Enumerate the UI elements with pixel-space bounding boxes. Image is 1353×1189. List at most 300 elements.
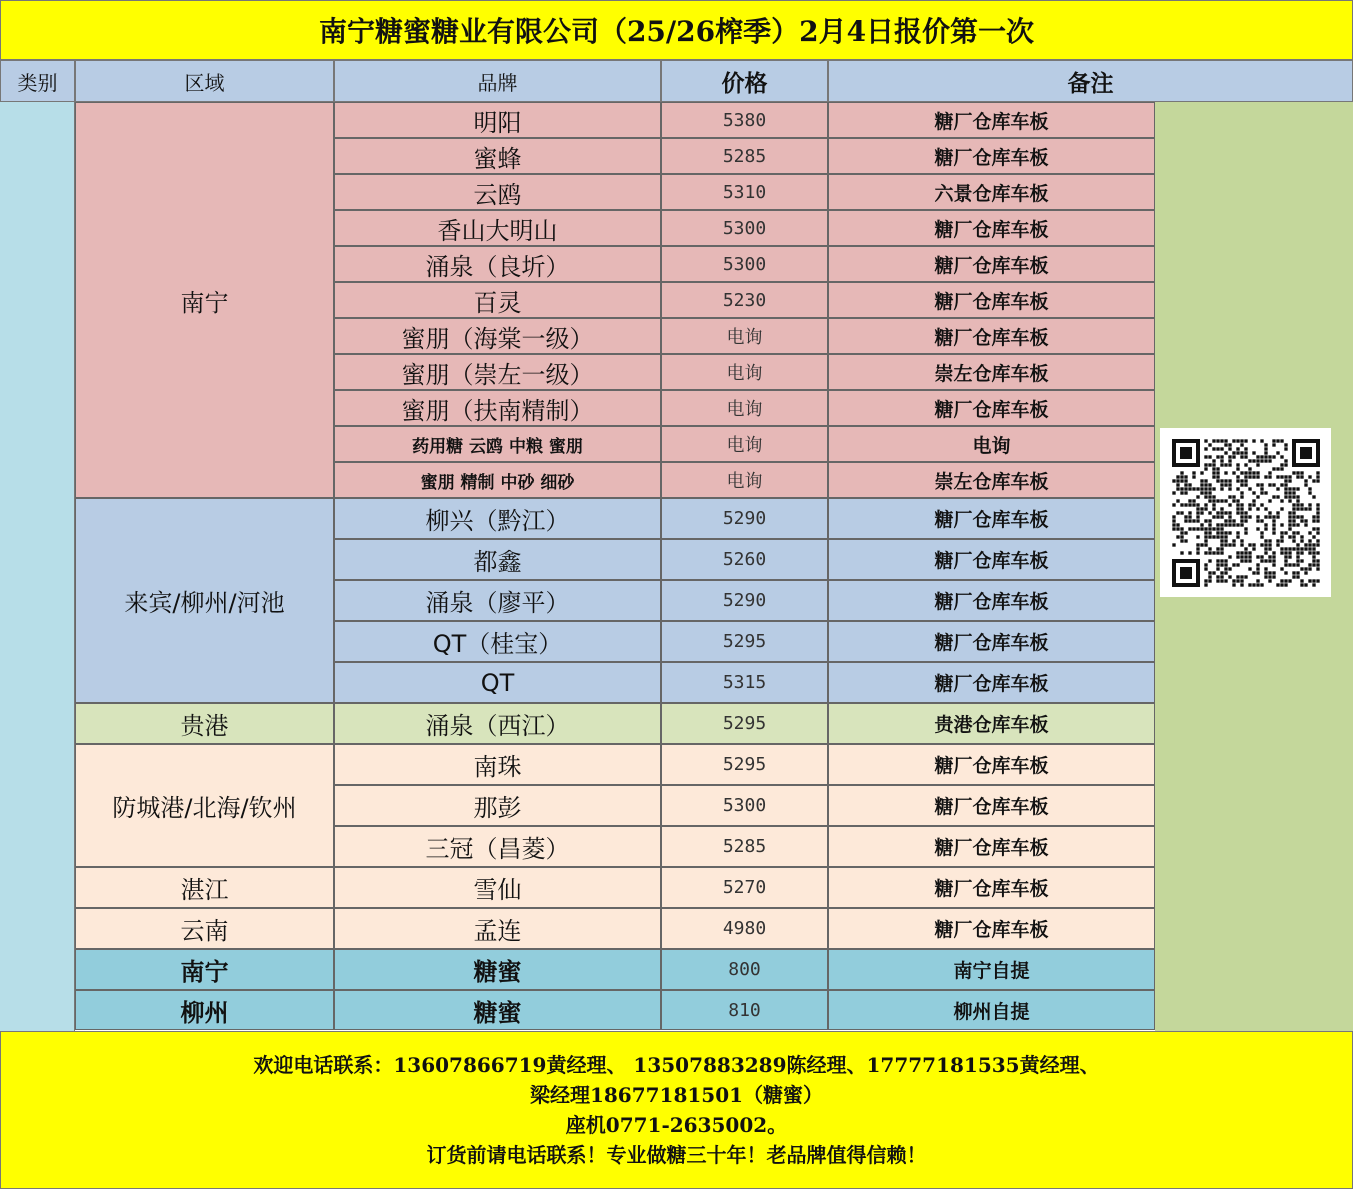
qr-module [1248,567,1251,570]
qr-module [1244,451,1247,454]
qr-module [1180,531,1183,534]
brand-cell: 糖蜜 [334,949,661,990]
qr-module [1264,447,1267,450]
qr-module [1180,511,1183,514]
footer-line-contacts: 欢迎电话联系：13607866719黄经理、 13507883289陈经理、17777181535黄经理、 [253,1053,1100,1077]
qr-module [1184,539,1187,542]
qr-module [1296,571,1299,574]
qr-module [1192,527,1195,530]
qr-module [1236,451,1239,454]
qr-module [1212,535,1215,538]
qr-module [1240,519,1243,522]
qr-module [1288,491,1291,494]
qr-module [1220,499,1223,502]
qr-module [1252,571,1255,574]
qr-module [1196,527,1199,530]
qr-module [1180,491,1183,494]
region-cell: 贵港 [75,703,334,744]
qr-module [1272,575,1275,578]
qr-module [1312,543,1315,546]
qr-module [1224,451,1227,454]
qr-module [1208,499,1211,502]
qr-module [1208,519,1211,522]
price-cell: 5300 [661,210,828,246]
qr-module [1204,543,1207,546]
qr-module [1248,459,1251,462]
qr-module [1276,515,1279,518]
qr-module [1212,447,1215,450]
qr-module [1260,459,1263,462]
qr-module [1232,499,1235,502]
qr-module [1208,487,1211,490]
qr-module [1220,539,1223,542]
brand-cell: 香山大明山 [334,210,661,246]
qr-module [1220,483,1223,486]
region-cell: 南宁 [75,949,334,990]
qr-module [1212,499,1215,502]
qr-module [1224,543,1227,546]
qr-module [1232,439,1235,442]
qr-module [1280,535,1283,538]
qr-module [1244,551,1247,554]
qr-module [1264,567,1267,570]
qr-module [1236,531,1239,534]
price-cell: 4980 [661,908,828,949]
qr-module [1264,515,1267,518]
qr-module [1232,495,1235,498]
qr-module [1256,459,1259,462]
qr-module [1224,563,1227,566]
qr-module [1256,515,1259,518]
header-note: 备注 [828,60,1353,102]
qr-module [1196,511,1199,514]
qr-module [1256,555,1259,558]
qr-module [1264,559,1267,562]
qr-module [1224,483,1227,486]
qr-module [1180,503,1183,506]
qr-module [1256,567,1259,570]
qr-module [1216,523,1219,526]
qr-module [1256,507,1259,510]
qr-module [1264,571,1267,574]
qr-module [1228,483,1231,486]
price-cell: 5310 [661,174,828,210]
brand-cell: 蜜朋（海棠一级） [334,318,661,354]
qr-module [1248,543,1251,546]
qr-module [1296,551,1299,554]
qr-module [1316,519,1319,522]
qr-module [1296,507,1299,510]
qr-module [1292,507,1295,510]
qr-module [1200,511,1203,514]
qr-module [1244,479,1247,482]
qr-module [1204,495,1207,498]
qr-module [1300,503,1303,506]
qr-module [1196,547,1199,550]
qr-module [1260,491,1263,494]
qr-module [1260,483,1263,486]
qr-module [1244,439,1247,442]
qr-module [1284,479,1287,482]
qr-module [1216,547,1219,550]
qr-module [1236,535,1239,538]
qr-module [1304,523,1307,526]
brand-cell: 蜜蜂 [334,138,661,174]
qr-module [1304,479,1307,482]
qr-module [1208,483,1211,486]
qr-module [1296,487,1299,490]
qr-module [1268,555,1271,558]
qr-module [1208,495,1211,498]
qr-module [1220,575,1223,578]
qr-module [1280,455,1283,458]
qr-module [1256,583,1259,586]
qr-module [1316,479,1319,482]
qr-module [1212,471,1215,474]
qr-module [1316,471,1319,474]
category-column [0,102,75,1031]
qr-module [1176,511,1179,514]
qr-module [1264,443,1267,446]
qr-module [1208,455,1211,458]
qr-module [1208,511,1211,514]
qr-module [1292,531,1295,534]
brand-cell: 糖蜜 [334,990,661,1030]
qr-module [1296,503,1299,506]
qr-module [1300,507,1303,510]
qr-module [1220,559,1223,562]
qr-module [1180,551,1183,554]
qr-module [1208,535,1211,538]
qr-module [1276,511,1279,514]
qr-module [1272,483,1275,486]
qr-module [1208,559,1211,562]
qr-module [1276,487,1279,490]
qr-module [1288,495,1291,498]
qr-module [1172,515,1175,518]
qr-module [1284,459,1287,462]
brand-cell: 药用糖 云鸥 中粮 蜜朋 [334,426,661,462]
qr-module [1228,495,1231,498]
qr-module [1284,555,1287,558]
qr-module [1220,563,1223,566]
price-cell: 5230 [661,282,828,318]
qr-module [1228,555,1231,558]
qr-module [1284,483,1287,486]
qr-module [1272,559,1275,562]
qr-module [1192,519,1195,522]
qr-module [1192,487,1195,490]
qr-module [1208,551,1211,554]
qr-module [1196,515,1199,518]
qr-module [1204,535,1207,538]
qr-module [1244,559,1247,562]
qr-module [1300,519,1303,522]
qr-module [1304,583,1307,586]
qr-module [1192,475,1195,478]
qr-module [1200,483,1203,486]
qr-module [1296,543,1299,546]
qr-module [1224,463,1227,466]
qr-module [1224,539,1227,542]
qr-code-icon [1160,428,1331,597]
qr-module [1212,475,1215,478]
qr-module [1172,527,1175,530]
qr-module [1176,499,1179,502]
qr-module [1216,511,1219,514]
qr-module [1248,475,1251,478]
qr-module [1220,479,1223,482]
qr-module [1240,495,1243,498]
qr-module [1216,455,1219,458]
qr-module [1208,571,1211,574]
qr-module [1288,519,1291,522]
qr-module [1192,471,1195,474]
region-cell: 来宾/柳州/河池 [75,498,334,703]
qr-finder-inner [1180,567,1192,579]
price-cell: 电询 [661,354,828,390]
price-cell: 电询 [661,426,828,462]
brand-cell: 那彭 [334,785,661,826]
qr-module [1260,543,1263,546]
qr-module [1260,555,1263,558]
qr-module [1224,511,1227,514]
price-cell: 5290 [661,580,828,621]
brand-cell: 蜜朋（崇左一级） [334,354,661,390]
note-cell: 糖厂仓库车板 [828,390,1155,426]
qr-module [1240,543,1243,546]
qr-module [1264,451,1267,454]
qr-module [1184,487,1187,490]
qr-module [1252,499,1255,502]
qr-module [1240,583,1243,586]
qr-module [1236,475,1239,478]
qr-module [1268,475,1271,478]
qr-module [1260,535,1263,538]
qr-module [1276,539,1279,542]
qr-module [1256,519,1259,522]
qr-module [1312,551,1315,554]
qr-module [1228,567,1231,570]
qr-module [1260,583,1263,586]
qr-module [1212,467,1215,470]
header-brand: 品牌 [334,60,661,102]
qr-module [1244,447,1247,450]
qr-module [1276,467,1279,470]
note-cell: 糖厂仓库车板 [828,210,1155,246]
qr-module [1292,511,1295,514]
qr-module [1252,459,1255,462]
qr-module [1272,455,1275,458]
qr-module [1236,523,1239,526]
qr-module [1248,503,1251,506]
qr-module [1208,491,1211,494]
qr-module [1216,515,1219,518]
brand-cell: 涌泉（良圻） [334,246,661,282]
qr-module [1172,503,1175,506]
qr-module [1244,527,1247,530]
qr-module [1220,523,1223,526]
qr-module [1212,463,1215,466]
qr-module [1216,575,1219,578]
qr-module [1228,443,1231,446]
note-cell: 糖厂仓库车板 [828,662,1155,703]
qr-module [1252,451,1255,454]
qr-module [1216,439,1219,442]
qr-module [1228,531,1231,534]
qr-module [1256,563,1259,566]
qr-module [1288,523,1291,526]
price-cell: 5300 [661,785,828,826]
qr-finder-inner [1300,447,1312,459]
qr-module [1308,543,1311,546]
qr-module [1212,507,1215,510]
qr-module [1276,495,1279,498]
brand-cell: QT [334,662,661,703]
qr-module [1272,467,1275,470]
footer-line-slogan: 订货前请电话联系！专业做糖三十年！老品牌值得信赖！ [426,1143,927,1167]
qr-module [1312,527,1315,530]
note-cell: 糖厂仓库车板 [828,908,1155,949]
qr-module [1188,551,1191,554]
qr-module [1252,547,1255,550]
qr-module [1176,535,1179,538]
brand-cell: 云鸥 [334,174,661,210]
qr-module [1204,519,1207,522]
qr-module [1188,519,1191,522]
qr-module [1292,495,1295,498]
qr-module [1260,531,1263,534]
qr-module [1220,507,1223,510]
qr-module [1184,483,1187,486]
qr-module [1312,563,1315,566]
qr-module [1268,499,1271,502]
qr-module [1228,447,1231,450]
qr-module [1228,523,1231,526]
qr-module [1312,495,1315,498]
qr-module [1220,551,1223,554]
qr-module [1312,519,1315,522]
note-cell: 糖厂仓库车板 [828,498,1155,539]
qr-module [1268,459,1271,462]
qr-module [1264,523,1267,526]
qr-module [1296,547,1299,550]
qr-module [1280,463,1283,466]
qr-module [1248,507,1251,510]
qr-module [1288,487,1291,490]
qr-module [1240,455,1243,458]
qr-module [1288,551,1291,554]
note-cell: 崇左仓库车板 [828,354,1155,390]
qr-module [1292,571,1295,574]
qr-module [1252,491,1255,494]
qr-module [1288,579,1291,582]
qr-module [1276,451,1279,454]
qr-module [1204,487,1207,490]
qr-module [1260,503,1263,506]
qr-module [1212,551,1215,554]
qr-module [1280,551,1283,554]
qr-module [1308,531,1311,534]
qr-module [1240,551,1243,554]
qr-module [1208,531,1211,534]
qr-module [1308,563,1311,566]
qr-module [1216,527,1219,530]
qr-module [1296,575,1299,578]
qr-module [1292,471,1295,474]
qr-module [1244,471,1247,474]
qr-module [1228,515,1231,518]
qr-module [1316,531,1319,534]
qr-module [1244,547,1247,550]
qr-module [1196,507,1199,510]
qr-module [1248,515,1251,518]
qr-module [1304,543,1307,546]
qr-module [1220,571,1223,574]
qr-module [1240,507,1243,510]
qr-module [1220,515,1223,518]
qr-module [1272,531,1275,534]
note-cell: 崇左仓库车板 [828,462,1155,498]
qr-module [1236,563,1239,566]
qr-module [1256,495,1259,498]
qr-module [1244,455,1247,458]
qr-module [1200,543,1203,546]
note-cell: 糖厂仓库车板 [828,867,1155,908]
region-cell: 防城港/北海/钦州 [75,744,334,867]
qr-module [1248,559,1251,562]
qr-module [1220,447,1223,450]
qr-module [1280,583,1283,586]
qr-module [1220,535,1223,538]
qr-module [1244,575,1247,578]
qr-module [1216,579,1219,582]
qr-module [1180,539,1183,542]
qr-module [1224,571,1227,574]
qr-module [1208,523,1211,526]
header-category: 类别 [0,60,75,102]
qr-module [1252,475,1255,478]
qr-module [1280,567,1283,570]
qr-module [1208,527,1211,530]
qr-module [1280,579,1283,582]
qr-module [1300,475,1303,478]
qr-module [1280,507,1283,510]
qr-module [1304,483,1307,486]
note-cell: 糖厂仓库车板 [828,621,1155,662]
qr-module [1224,439,1227,442]
qr-module [1204,447,1207,450]
qr-module [1284,447,1287,450]
qr-module [1260,455,1263,458]
qr-module [1256,483,1259,486]
qr-module [1224,559,1227,562]
qr-module [1284,563,1287,566]
qr-module [1268,511,1271,514]
qr-module [1216,499,1219,502]
qr-module [1224,579,1227,582]
qr-module [1316,563,1319,566]
qr-module [1256,579,1259,582]
qr-module [1212,459,1215,462]
note-cell: 糖厂仓库车板 [828,580,1155,621]
qr-module [1248,467,1251,470]
qr-module [1196,503,1199,506]
qr-module [1244,463,1247,466]
qr-module [1212,495,1215,498]
qr-module [1196,535,1199,538]
price-cell: 5300 [661,246,828,282]
